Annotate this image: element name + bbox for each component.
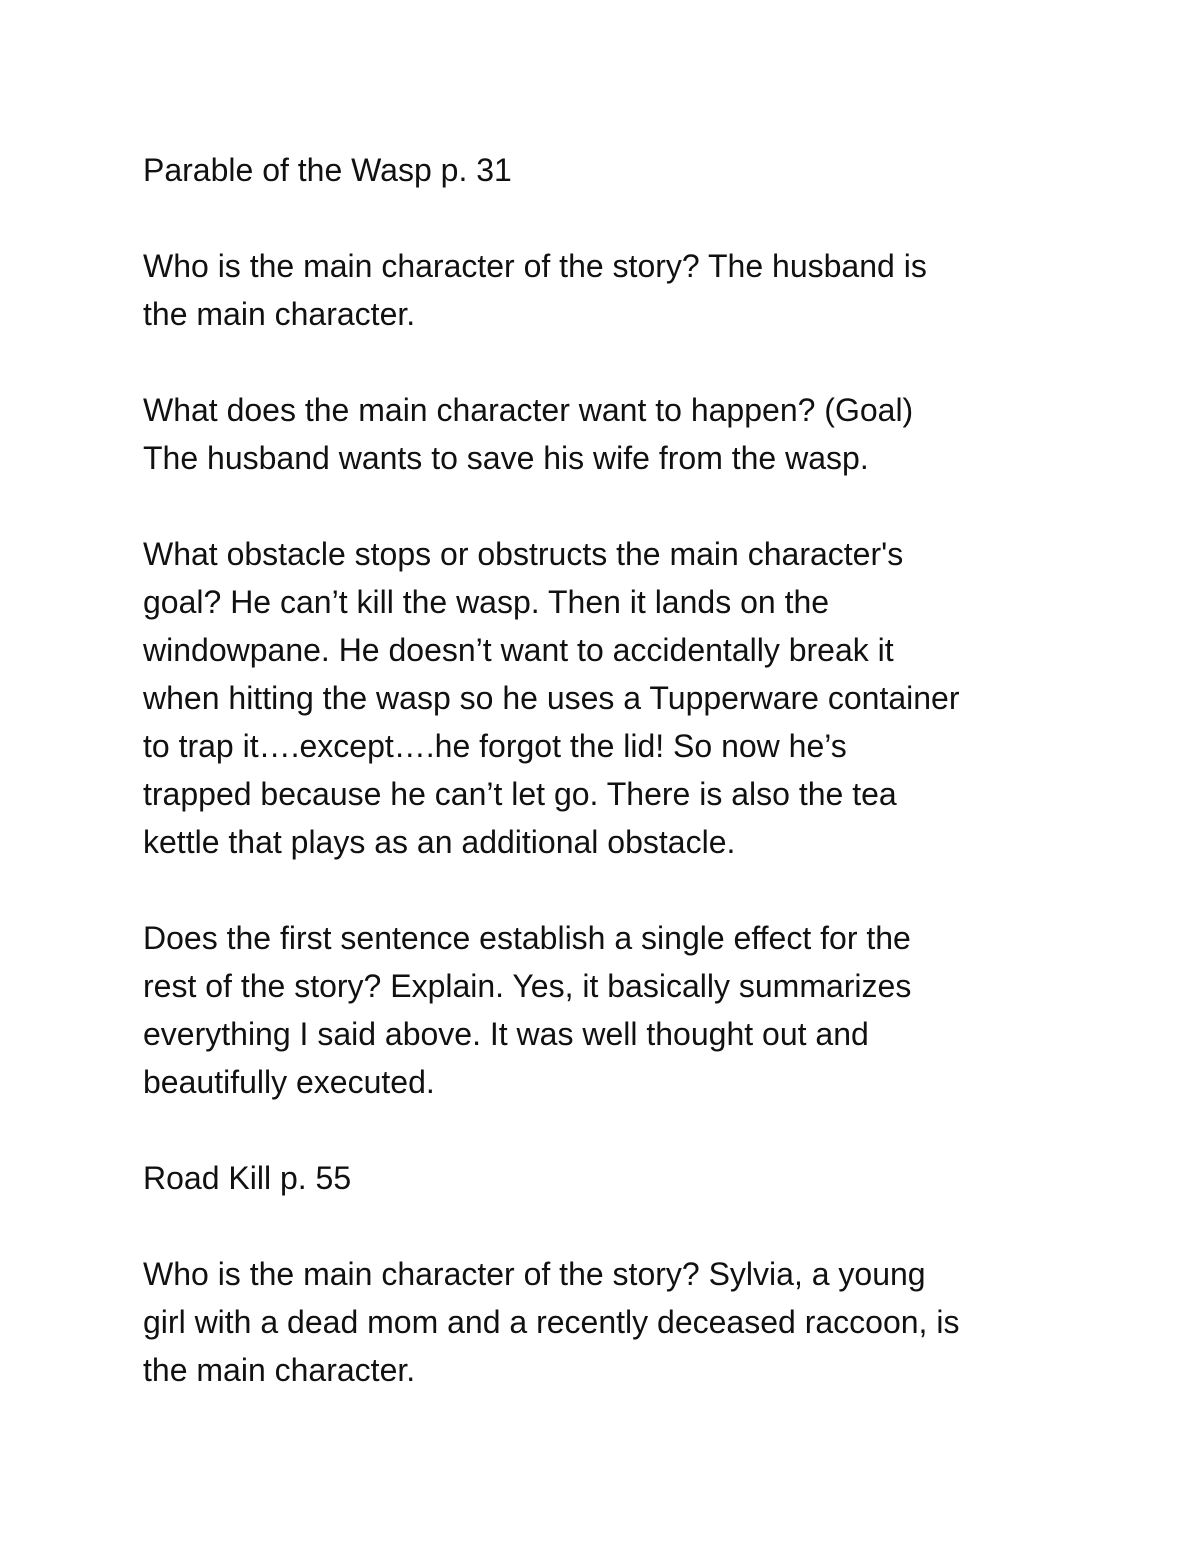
paragraph-gap (143, 482, 1083, 530)
heading-text: Parable of the Wasp p. 31 (143, 152, 512, 188)
text-line: What does the main character want to happen? (Goal) (143, 392, 914, 428)
document-body (143, 146, 1083, 1394)
text-line: Who is the main character of the story? The husband is (143, 248, 927, 284)
text-line: kettle that plays as an additional obstacle. (143, 824, 736, 860)
section-heading-parable-of-the-wasp (143, 146, 1083, 194)
text-line: What obstacle stops or obstructs the main character's (143, 536, 904, 572)
text-line: everything I said above. It was well thought out and (143, 1016, 869, 1052)
text-line: Who is the main character of the story? Sylvia, a young (143, 1256, 926, 1292)
text-line: windowpane. He doesn’t want to accidentally break it (143, 632, 894, 668)
question-goal (143, 386, 1083, 482)
text-line: the main character. (143, 296, 416, 332)
paragraph-gap (143, 338, 1083, 386)
text-line: rest of the story? Explain. Yes, it basically summarizes (143, 968, 912, 1004)
text-line: to trap it….except….he forgot the lid! So now he’s (143, 728, 847, 764)
question-main-character-road-kill (143, 1250, 1083, 1394)
paragraph-gap (143, 866, 1083, 914)
heading-text: Road Kill p. 55 (143, 1160, 352, 1196)
text-line: the main character. (143, 1352, 416, 1388)
question-first-sentence (143, 914, 1083, 1106)
paragraph-gap (143, 1202, 1083, 1250)
text-line: trapped because he can’t let go. There is also the tea (143, 776, 897, 812)
text-line: when hitting the wasp so he uses a Tupperware container (143, 680, 960, 716)
section-heading-road-kill (143, 1154, 1083, 1202)
text-line: Does the first sentence establish a single effect for the (143, 920, 911, 956)
question-obstacle (143, 530, 1083, 866)
paragraph-gap (143, 194, 1083, 242)
question-main-character (143, 242, 1083, 338)
text-line: The husband wants to save his wife from the wasp. (143, 440, 869, 476)
text-line: girl with a dead mom and a recently deceased raccoon, is (143, 1304, 960, 1340)
text-line: beautifully executed. (143, 1064, 435, 1100)
paragraph-gap (143, 1106, 1083, 1154)
text-line: goal? He can’t kill the wasp. Then it lands on the (143, 584, 830, 620)
